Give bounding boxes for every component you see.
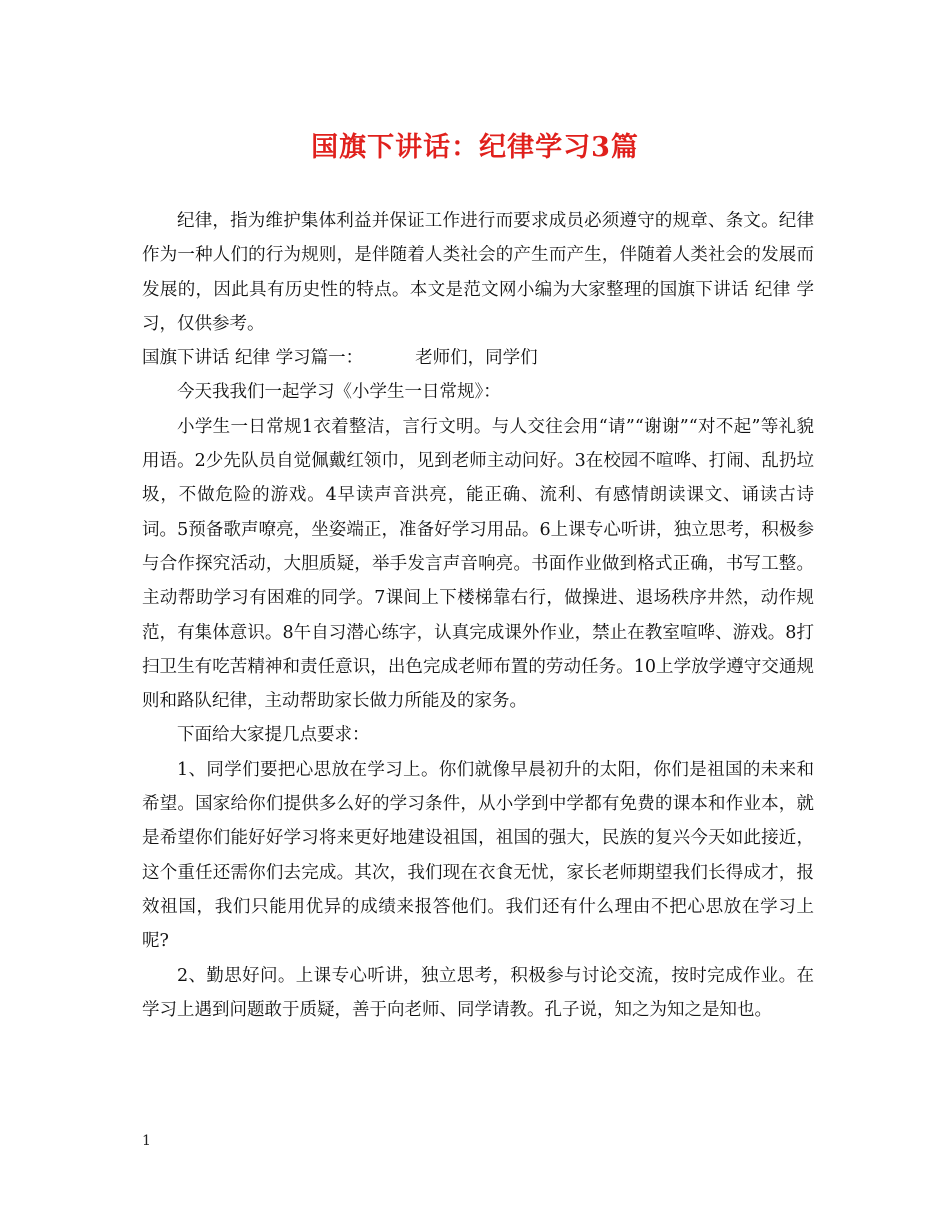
document-title: 国旗下讲话：纪律学习3篇 bbox=[311, 132, 639, 163]
point-one-paragraph: 1、同学们要把心思放在学习上。你们就像早晨初升的太阳，你们是祖国的未来和希望。国家给你们提供多么好的学习条件，从小学到中学都有免费的课本和作业本，就是希望你们能好好学习将来更好地建设祖国，祖国的强大，民族的复兴今天如此接近，这个重任还需你们去完成。其次，我们现在衣食无忧，家长老师期望我们长得成才，报效祖国，我们只能用优异的成绩来报答他们。我们还有什么理由不把心思放在学习上呢? bbox=[142, 759, 814, 952]
point-two-paragraph: 2、勤思好问。上课专心听讲，独立思考，积极参与讨论交流，按时完成作业。在学习上遇到问题敢于质疑，善于向老师、同学请教。孔子说，知之为知之是知也。 bbox=[142, 965, 814, 1020]
salutation: 老师们，同学们 bbox=[415, 348, 538, 369]
intro-paragraph: 纪律，指为维护集体利益并保证工作进行而要求成员必须遵守的规章、条文。纪律作为一种人们的行为规则，是伴随着人类社会的产生而产生，伴随着人类社会的发展而发展的，因此具有历史性的特点。本文是范文网小编为大家整理的国旗下讲话 纪律 学习，仅供参考。 bbox=[142, 211, 814, 334]
daily-rules-paragraph: 小学生一日常规1衣着整洁，言行文明。与人交往会用“请”“谢谢”“对不起”等礼貌用语。2少先队员自觉佩戴红领巾，见到老师主动问好。3在校园不喧哗、打闹、乱扔垃圾，不做危险的游戏。4早读声音洪亮，能正确、流利、有感情朗读课文、诵读古诗词。5预备歌声嘹亮，坐姿端正，准备好学习用品。6上课专心听讲，独立思考，积极参与合作探究活动，大胆质疑，举手发言声音响亮。书面作业做到格式正确，书写工整。主动帮助学习有困难的同学。7课间上下楼梯靠右行，做操进、退场秩序井然，动作规范，有集体意识。8午自习潜心练字，认真完成课外作业，禁止在教室喧哗、游戏。8打扫卫生有吃苦精神和责任意识，出色完成老师布置的劳动任务。10上学放学遵守交通规则和路队纪律，主动帮助家长做力所能及的家务。 bbox=[142, 416, 814, 712]
section-heading: 国旗下讲话 纪律 学习篇一： bbox=[142, 348, 364, 369]
section-heading-line bbox=[142, 341, 814, 375]
document-body bbox=[142, 204, 814, 1027]
today-paragraph: 今天我我们一起学习《小学生一日常规》： bbox=[177, 382, 501, 403]
requirements-intro-paragraph: 下面给大家提几点要求： bbox=[177, 725, 370, 746]
page-number: 1 bbox=[142, 1133, 151, 1149]
